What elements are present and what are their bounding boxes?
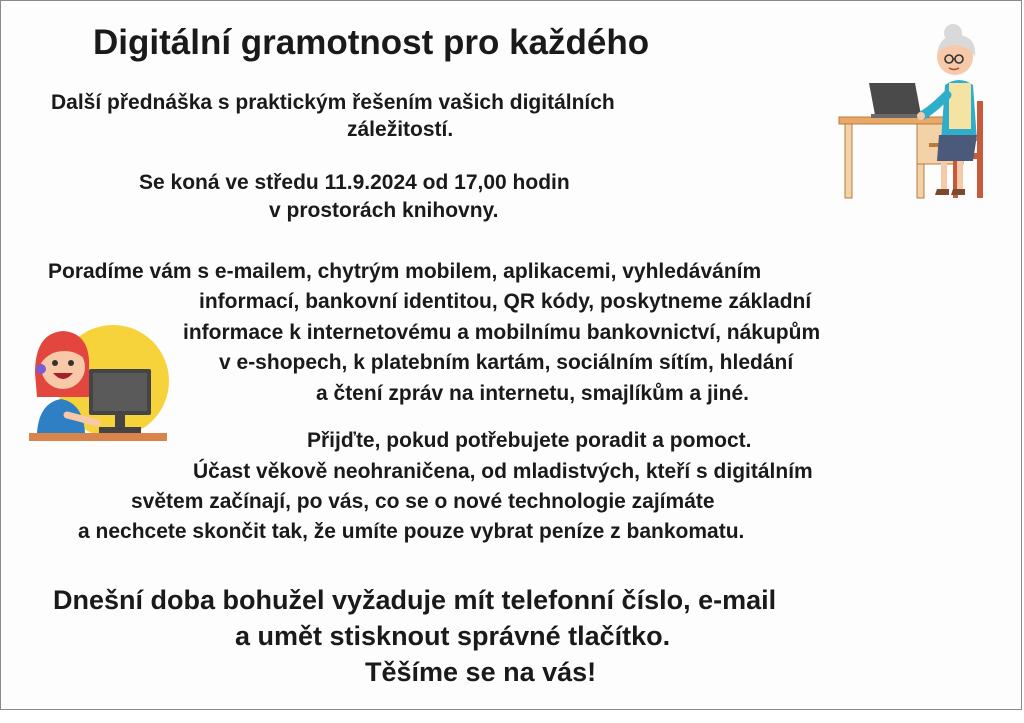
services-line-2: informací, bankovní identitou, QR kódy, poskytneme základní xyxy=(199,290,812,313)
closing-line-1: Dnešní doba bohužel vyžaduje mít telefonní číslo, e-mail xyxy=(53,585,777,615)
services-line-1: Poradíme vám s e-mailem, chytrým mobilem, aplikacemi, vyhledáváním xyxy=(48,260,762,283)
services-line-4: v e-shopech, k platebním kartám, sociálním sítím, hledání xyxy=(219,351,794,374)
elderly-woman-at-laptop-illustration xyxy=(837,23,997,203)
closing-line-3: Těšíme se na vás! xyxy=(365,657,597,687)
services-line-3: informace k internetovému a mobilnímu bankovnictví, nákupům xyxy=(183,321,821,344)
schedule-line-2: v prostorách knihovny. xyxy=(269,199,499,222)
invite-line-3: světem začínají, po vás, co se o nové technologie zajímáte xyxy=(131,490,715,513)
intro-line-1: Další přednáška s praktickým řešením vašich digitálních xyxy=(51,91,615,114)
invite-line-1: Přijďte, pokud potřebujete poradit a pomoct. xyxy=(307,429,752,452)
poster-title: Digitální gramotnost pro každého xyxy=(93,23,650,62)
smiling-girl-at-computer-illustration xyxy=(27,319,175,447)
intro-line-2: záležitostí. xyxy=(347,118,454,141)
invite-line-4: a nechcete skončit tak, že umíte pouze vybrat peníze z bankomatu. xyxy=(78,520,745,543)
schedule-line-1: Se koná ve středu 11.9.2024 od 17,00 hodin xyxy=(139,171,570,194)
services-line-5: a čtení zpráv na internetu, smajlíkům a jiné. xyxy=(316,382,749,405)
closing-line-2: a umět stisknout správné tlačítko. xyxy=(235,621,671,651)
invite-line-2: Účast věkově neohraničena, od mladistvých, kteří s digitálním xyxy=(193,460,813,483)
